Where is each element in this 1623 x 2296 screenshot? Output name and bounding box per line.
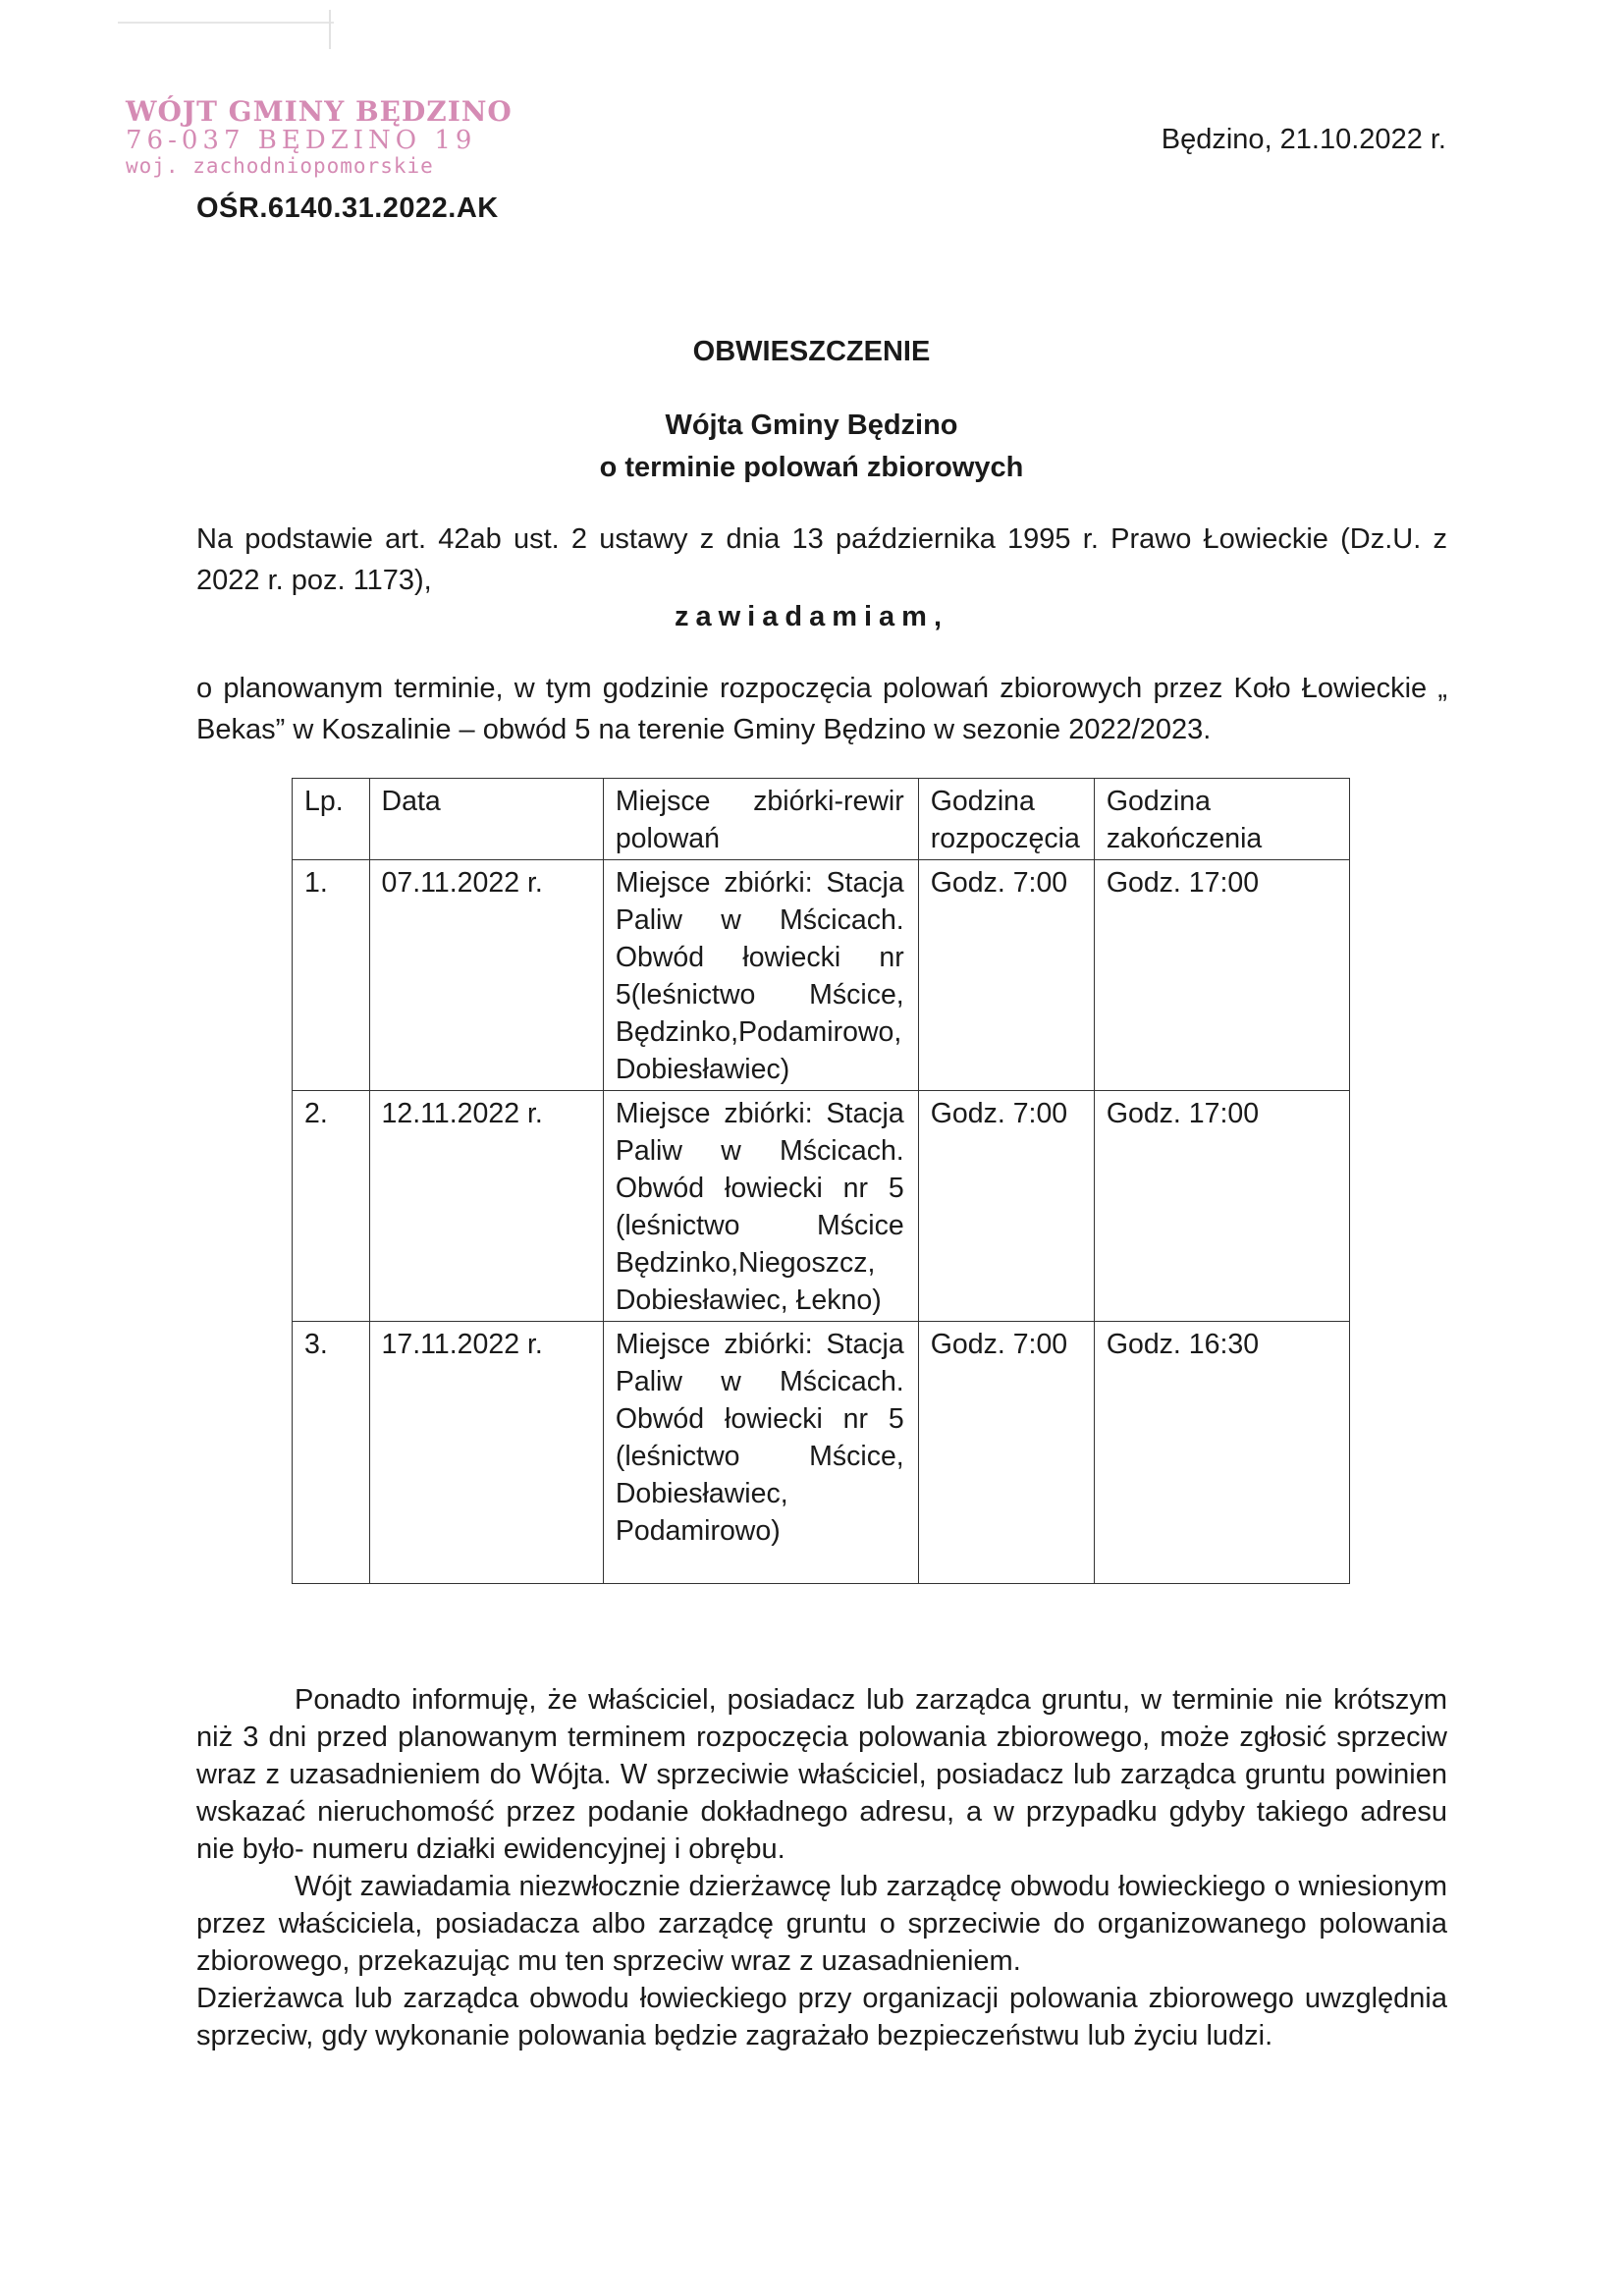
table-row (293, 1091, 1350, 1322)
cell-place: Miejsce zbiórki: Stacja Paliw w Mścicach. Obwód łowiecki nr 5 (leśnictwo Mścice Będzinko,Niegoszcz, Dobiesławiec, Łekno) (603, 1091, 918, 1322)
plan-paragraph: o planowanym terminie, w tym godzinie rozpoczęcia polowań zbiorowych przez Koło Łowieckie „ Bekas” w Koszalinie – obwód 5 na terenie Gminy Będzino w sezonie 2022/2023. (196, 673, 1447, 745)
safety-paragraph: Dzierżawca lub zarządca obwodu łowieckiego przy organizacji polowania zbiorowego uwzględnia sprzeciw, gdy wykonanie polowania będzie zagrażało bezpieczeństwu lub życiu ludzi. (196, 1983, 1447, 2051)
header-lp: Lp. (293, 779, 370, 860)
notification-word: zawiadamiam, (674, 601, 949, 632)
cell-place: Miejsce zbiórki: Stacja Paliw w Mścicach. Obwód łowiecki nr 5(leśnictwo Mścice, Będzinko,Podamirowo, Dobiesławiec) (603, 860, 918, 1091)
scan-artifact (329, 10, 331, 49)
cell-end: Godz. 16:30 (1094, 1322, 1349, 1584)
table-header-row (293, 779, 1350, 860)
cell-date: 12.11.2022 r. (369, 1091, 603, 1322)
cell-date: 07.11.2022 r. (369, 860, 603, 1091)
table-row (293, 860, 1350, 1091)
cell-start: Godz. 7:00 (918, 860, 1094, 1091)
header-start: Godzina rozpoczęcia (918, 779, 1094, 860)
objection-paragraph: Ponadto informuję, że właściciel, posiadacz lub zarządca gruntu, w terminie nie krótszym niż 3 dni przed planowanym terminem rozpoczęcia polowania zbiorowego, może zgłosić sprzeciw wraz z uzasadnieniem do Wójta. W sprzeciwie właściciel, posiadacz lub zarządca gruntu powinien wskazać nieruchomość przez podanie dokładnego adresu, a w przypadku gdyby takiego adresu nie było- numeru działki ewidencyjnej i obrębu. (196, 1684, 1447, 1865)
scan-artifact (118, 22, 334, 24)
document-title: OBWIESZCZENIE (692, 336, 931, 367)
cell-start: Godz. 7:00 (918, 1091, 1094, 1322)
office-stamp (126, 96, 513, 179)
cell-end: Godz. 17:00 (1094, 860, 1349, 1091)
document-subtitle: o terminie polowań zbiorowych (599, 452, 1024, 483)
cell-date: 17.11.2022 r. (369, 1322, 603, 1584)
stamp-line: 76-037 BĘDZINO 19 (126, 126, 477, 156)
header-place: Miejsce zbiórki-rewir polowań (603, 779, 918, 860)
closing-section (196, 1681, 1447, 2054)
cell-lp: 1. (293, 860, 370, 1091)
notification-paragraph: Wójt zawiadamia niezwłocznie dzierżawcę lub zarządcę obwodu łowieckiego o wniesionym przez właściciela, posiadacza albo zarządcę gruntu o sprzeciwie do organizowanego polowania zbiorowego, przekazując mu ten sprzeciw wraz z uzasadnieniem. (196, 1871, 1447, 1977)
place-and-date: Będzino, 21.10.2022 r. (1161, 124, 1446, 155)
reference-number: OŚR.6140.31.2022.AK (196, 192, 499, 224)
header-date: Data (369, 779, 603, 860)
stamp-line: woj. zachodniopomorskie (126, 154, 434, 179)
cell-start: Godz. 7:00 (918, 1322, 1094, 1584)
hunt-schedule-table (292, 778, 1350, 1584)
document-subtitle: Wójta Gminy Będzino (665, 410, 958, 441)
table-row (293, 1322, 1350, 1584)
cell-place: Miejsce zbiórki: Stacja Paliw w Mścicach. Obwód łowiecki nr 5 (leśnictwo Mścice, Dobiesławiec, Podamirowo) (603, 1322, 918, 1584)
header-end: Godzina zakończenia (1094, 779, 1349, 860)
stamp-line: WÓJT GMINY BĘDZINO (126, 95, 513, 128)
legal-basis-paragraph: Na podstawie art. 42ab ust. 2 ustawy z dnia 13 października 1995 r. Prawo Łowieckie (Dz.U. z 2022 r. poz. 1173), (196, 523, 1447, 596)
cell-lp: 2. (293, 1091, 370, 1322)
cell-end: Godz. 17:00 (1094, 1091, 1349, 1322)
cell-lp: 3. (293, 1322, 370, 1584)
